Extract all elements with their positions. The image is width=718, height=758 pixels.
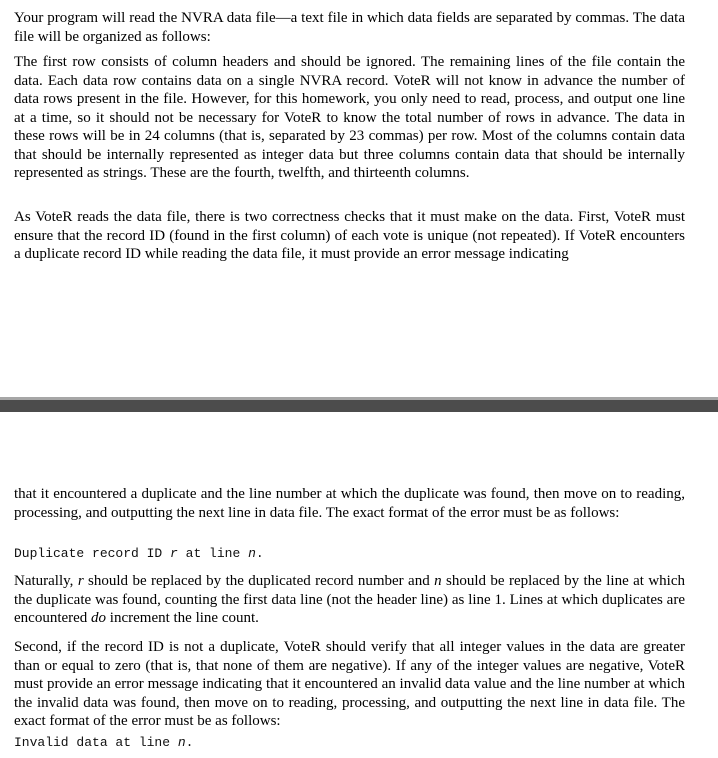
intro-paragraph <box>14 9 685 46</box>
sentence: The first row consists of column headers and should be ignored. <box>14 54 416 70</box>
correctness-checks-paragraph <box>14 208 685 264</box>
sentence: that it encountered a duplicate and the line number at which the duplicate was found, then move on to reading, processing, and outputting the next line in data file. <box>14 486 685 521</box>
data-format-paragraph <box>14 53 685 183</box>
duplicate-paragraph <box>14 485 685 522</box>
sentence: VoteR will not know in advance the number of data rows present in the file. <box>14 72 686 107</box>
sentence: These are the fourth, twelfth, and thirteenth columns. <box>150 165 470 181</box>
sentence: However, for this homework, you only need to read, process, and output one line at a time, so it should not be necessary for VoteR to know the total number of rows in advance. <box>14 91 686 126</box>
sentence: Most of the columns contain data that should be internally represented as integer data but three columns contain data that should be internally represented as strings. <box>14 128 686 181</box>
sentence: If any of the integer values are negative, VoteR must provide an error message indicating that it encountered an invalid data value and the line number at which the invalid data was found, then move on to reading, processing, and outputting the next line in data file. <box>14 657 686 711</box>
sentence: The exact format of the error must be as follows: <box>325 504 620 521</box>
naturally-paragraph: Naturally, r should be replaced by the duplicated record number and n should be replaced by the line at which the duplicate was found, counting the first data line (not the header line) as line 1. Lines at which duplicates are encountered do increment the line count. <box>14 573 685 626</box>
document-page-bottom <box>0 412 718 758</box>
sentence: Your program will read the NVRA data file—a text file in which data fields are separated by commas. <box>14 10 630 26</box>
duplicate-error-format: Duplicate record ID r at line n. <box>14 546 264 561</box>
invalid-error-format: Invalid data at line n. <box>14 735 194 750</box>
sentence: The data in these rows will be in 24 columns (that is, separated by 23 commas) per row. <box>14 109 685 144</box>
page-divider <box>0 397 718 412</box>
sentence: The exact format of the error must be as follows: <box>14 694 685 729</box>
sentence: Each data row contains data on a single NVRA record. <box>47 72 389 89</box>
sentence: The remaining lines of the file contain the data. <box>14 54 685 89</box>
sentence: If VoteR encounters a duplicate record ID while reading the data file, it must provide an error message indicating <box>14 227 686 262</box>
sentence: The data file will be organized as follows: <box>14 10 685 45</box>
sentence: Second, if the record ID is not a duplicate, VoteR should verify that all integer values in the data are greater than or equal to zero (that is, that none of them are negative). <box>14 639 685 674</box>
sentence: As VoteR reads the data file, there is two correctness checks that it must make on the data. <box>14 209 574 225</box>
sentence: First, VoteR must ensure that the record ID (found in the first column) of each vote is unique (not repeated). <box>14 209 686 244</box>
invalid-data-paragraph <box>14 638 685 731</box>
